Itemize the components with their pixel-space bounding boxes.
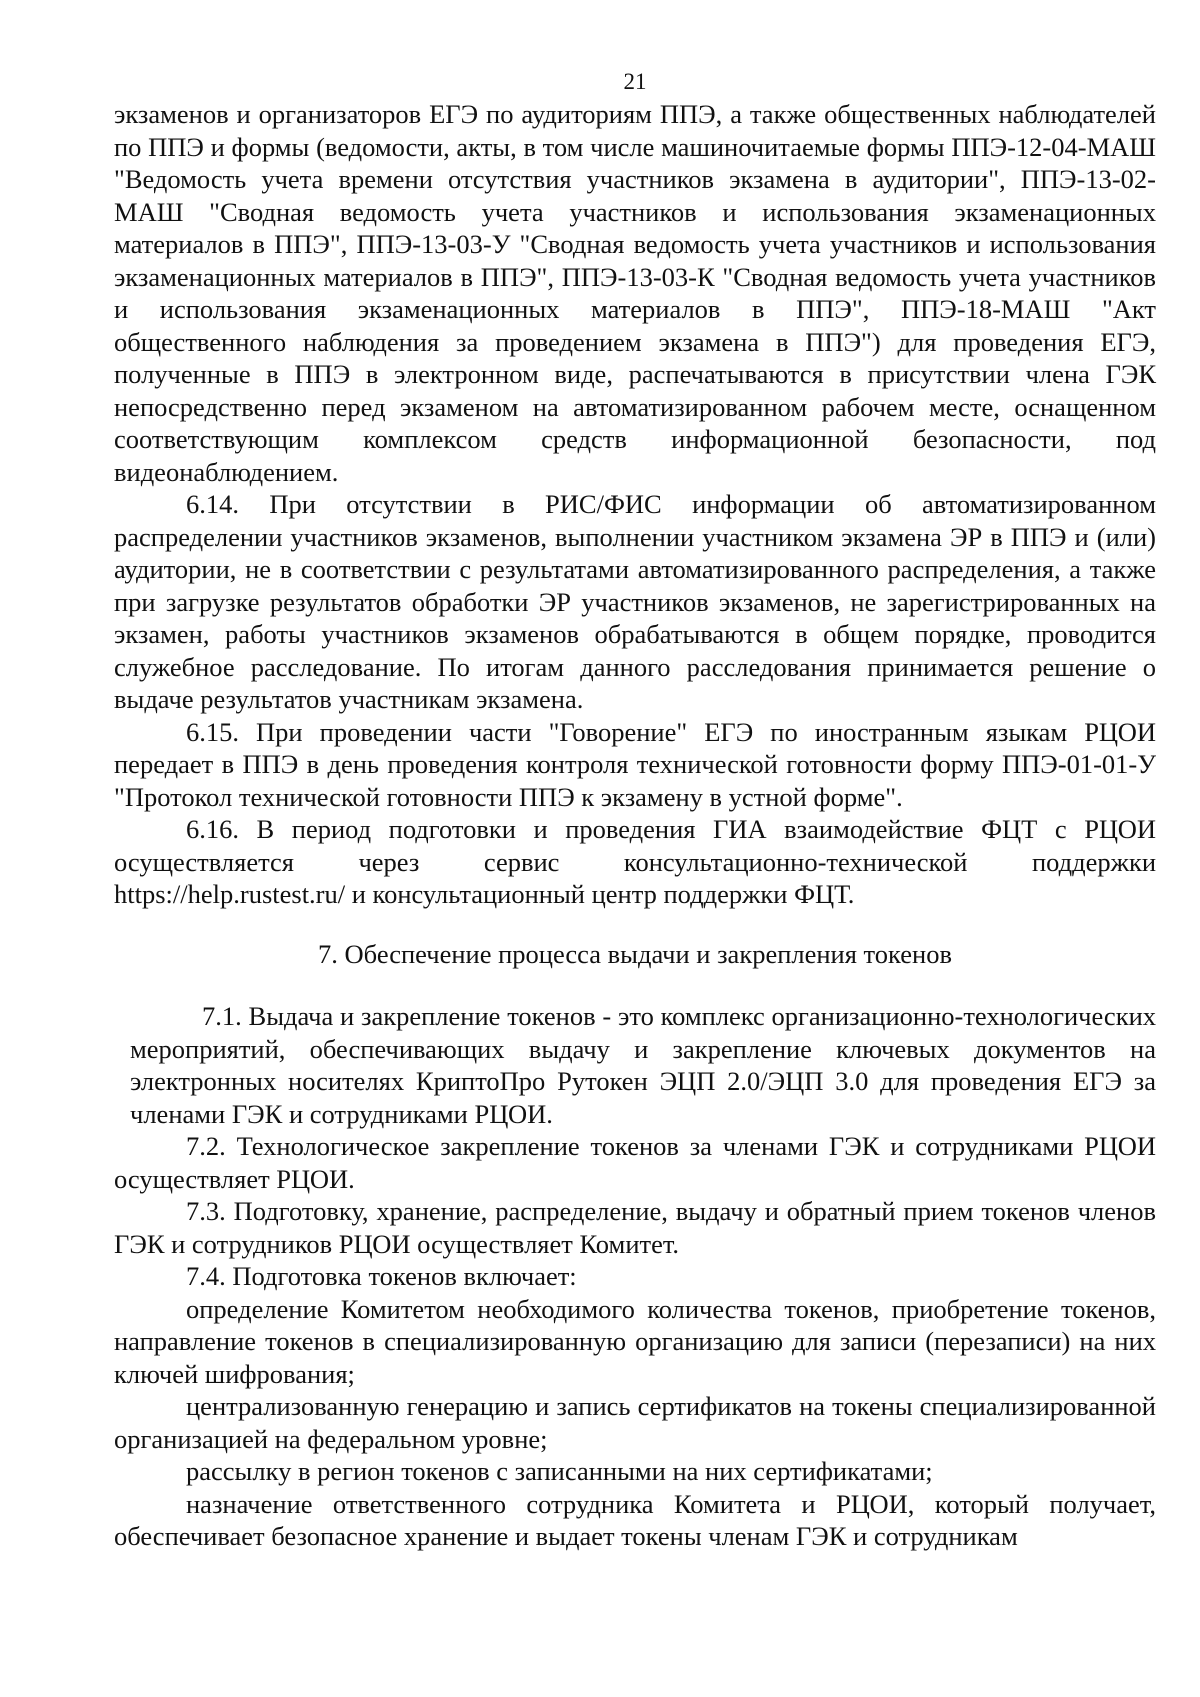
list-item-generation: централизованную генерацию и запись сертификатов на токены специализированной организацией на федеральном уровне; bbox=[114, 1391, 1156, 1454]
paragraph-7-2: 7.2. Технологическое закрепление токенов за членами ГЭК и сотрудниками РЦОИ осуществляет РЦОИ. bbox=[114, 1131, 1156, 1194]
paragraph-6-14: 6.14. При отсутствии в РИС/ФИС информации об автоматизированном распределении участников экзаменов, выполнении участником экзамена ЭР в ППЭ и (или) аудитории, не в соответствии с результатами автоматизированного распределения, а также при загрузке результатов обработки ЭР участников экзаменов, не зарегистрированных на экзамен, работы участников экзаменов обрабатываются в общем порядке, проводится служебное расследование. По итогам данного расследования принимается решение о выдаче результатов участникам экзамена. bbox=[114, 489, 1156, 714]
paragraph-7-4: 7.4. Подготовка токенов включает: bbox=[186, 1261, 577, 1291]
paragraph-6-15: 6.15. При проведении части "Говорение" ЕГЭ по иностранным языкам РЦОИ передает в ППЭ в день проведения контроля технической готовности форму ППЭ-01-01-У "Протокол технической готовности ППЭ к экзамену в устной форме". bbox=[114, 716, 1156, 812]
paragraph-7-3: 7.3. Подготовку, хранение, распределение, выдачу и обратный прием токенов членов ГЭК и сотрудников РЦОИ осуществляет Комитет. bbox=[114, 1196, 1156, 1259]
paragraph-7-1: 7.1. Выдача и закрепление токенов - это комплекс организационно-технологических мероприятий, обеспечивающих выдачу и закрепление ключевых документов на электронных носителях КриптоПро Рутокен ЭЦП 2.0/ЭЦП 3.0 для проведения ЕГЭ за членами ГЭК и сотрудниками РЦОИ. bbox=[130, 1001, 1156, 1129]
document-page bbox=[114, 70, 1156, 1553]
list-item-determination: определение Комитетом необходимого количества токенов, приобретение токенов, направление токенов в специализированную организацию для записи (перезаписи) на них ключей шифрования; bbox=[114, 1293, 1156, 1389]
list-item-distribution: рассылку в регион токенов с записанными на них сертификатами; bbox=[186, 1456, 933, 1486]
paragraph-6-16: 6.16. В период подготовки и проведения ГИА взаимодействие ФЦТ с РЦОИ осуществляется через сервис консультационно-технической поддержки https://help.rustest.ru/ и консультационный центр поддержки ФЦТ. bbox=[114, 814, 1156, 909]
page-number: 21 bbox=[623, 69, 647, 94]
list-item-assignment: назначение ответственного сотрудника Комитета и РЦОИ, который получает, обеспечивает безопасное хранение и выдает токены членам ГЭК и сотрудникам bbox=[114, 1488, 1156, 1551]
section-heading: 7. Обеспечение процесса выдачи и закрепления токенов bbox=[318, 938, 952, 969]
paragraph-continuation: экзаменов и организаторов ЕГЭ по аудиториям ППЭ, а также общественных наблюдателей по ППЭ и формы (ведомости, акты, в том числе машиночитаемые формы ППЭ-12-04-МАШ "Ведомость учета времени отсутствия участников экзамена в аудитории", ППЭ-13-02-МАШ "Сводная ведомость учета участников и использования экзаменационных материалов в ППЭ", ППЭ-13-03-У "Сводная ведомость учета участников и использования экзаменационных материалов в ППЭ", ППЭ-13-03-К "Сводная ведомость учета участников и использования экзаменационных материалов в ППЭ", ППЭ-18-МАШ "Акт общественного наблюдения за проведением экзамена в ППЭ") для проведения ЕГЭ, полученные в ППЭ в электронном виде, распечатываются в присутствии члена ГЭК непосредственно перед экзаменом на автоматизированном рабочем месте, оснащенном соответствующим комплексом средств информационной безопасности, под видеонаблюдением. bbox=[114, 99, 1156, 487]
